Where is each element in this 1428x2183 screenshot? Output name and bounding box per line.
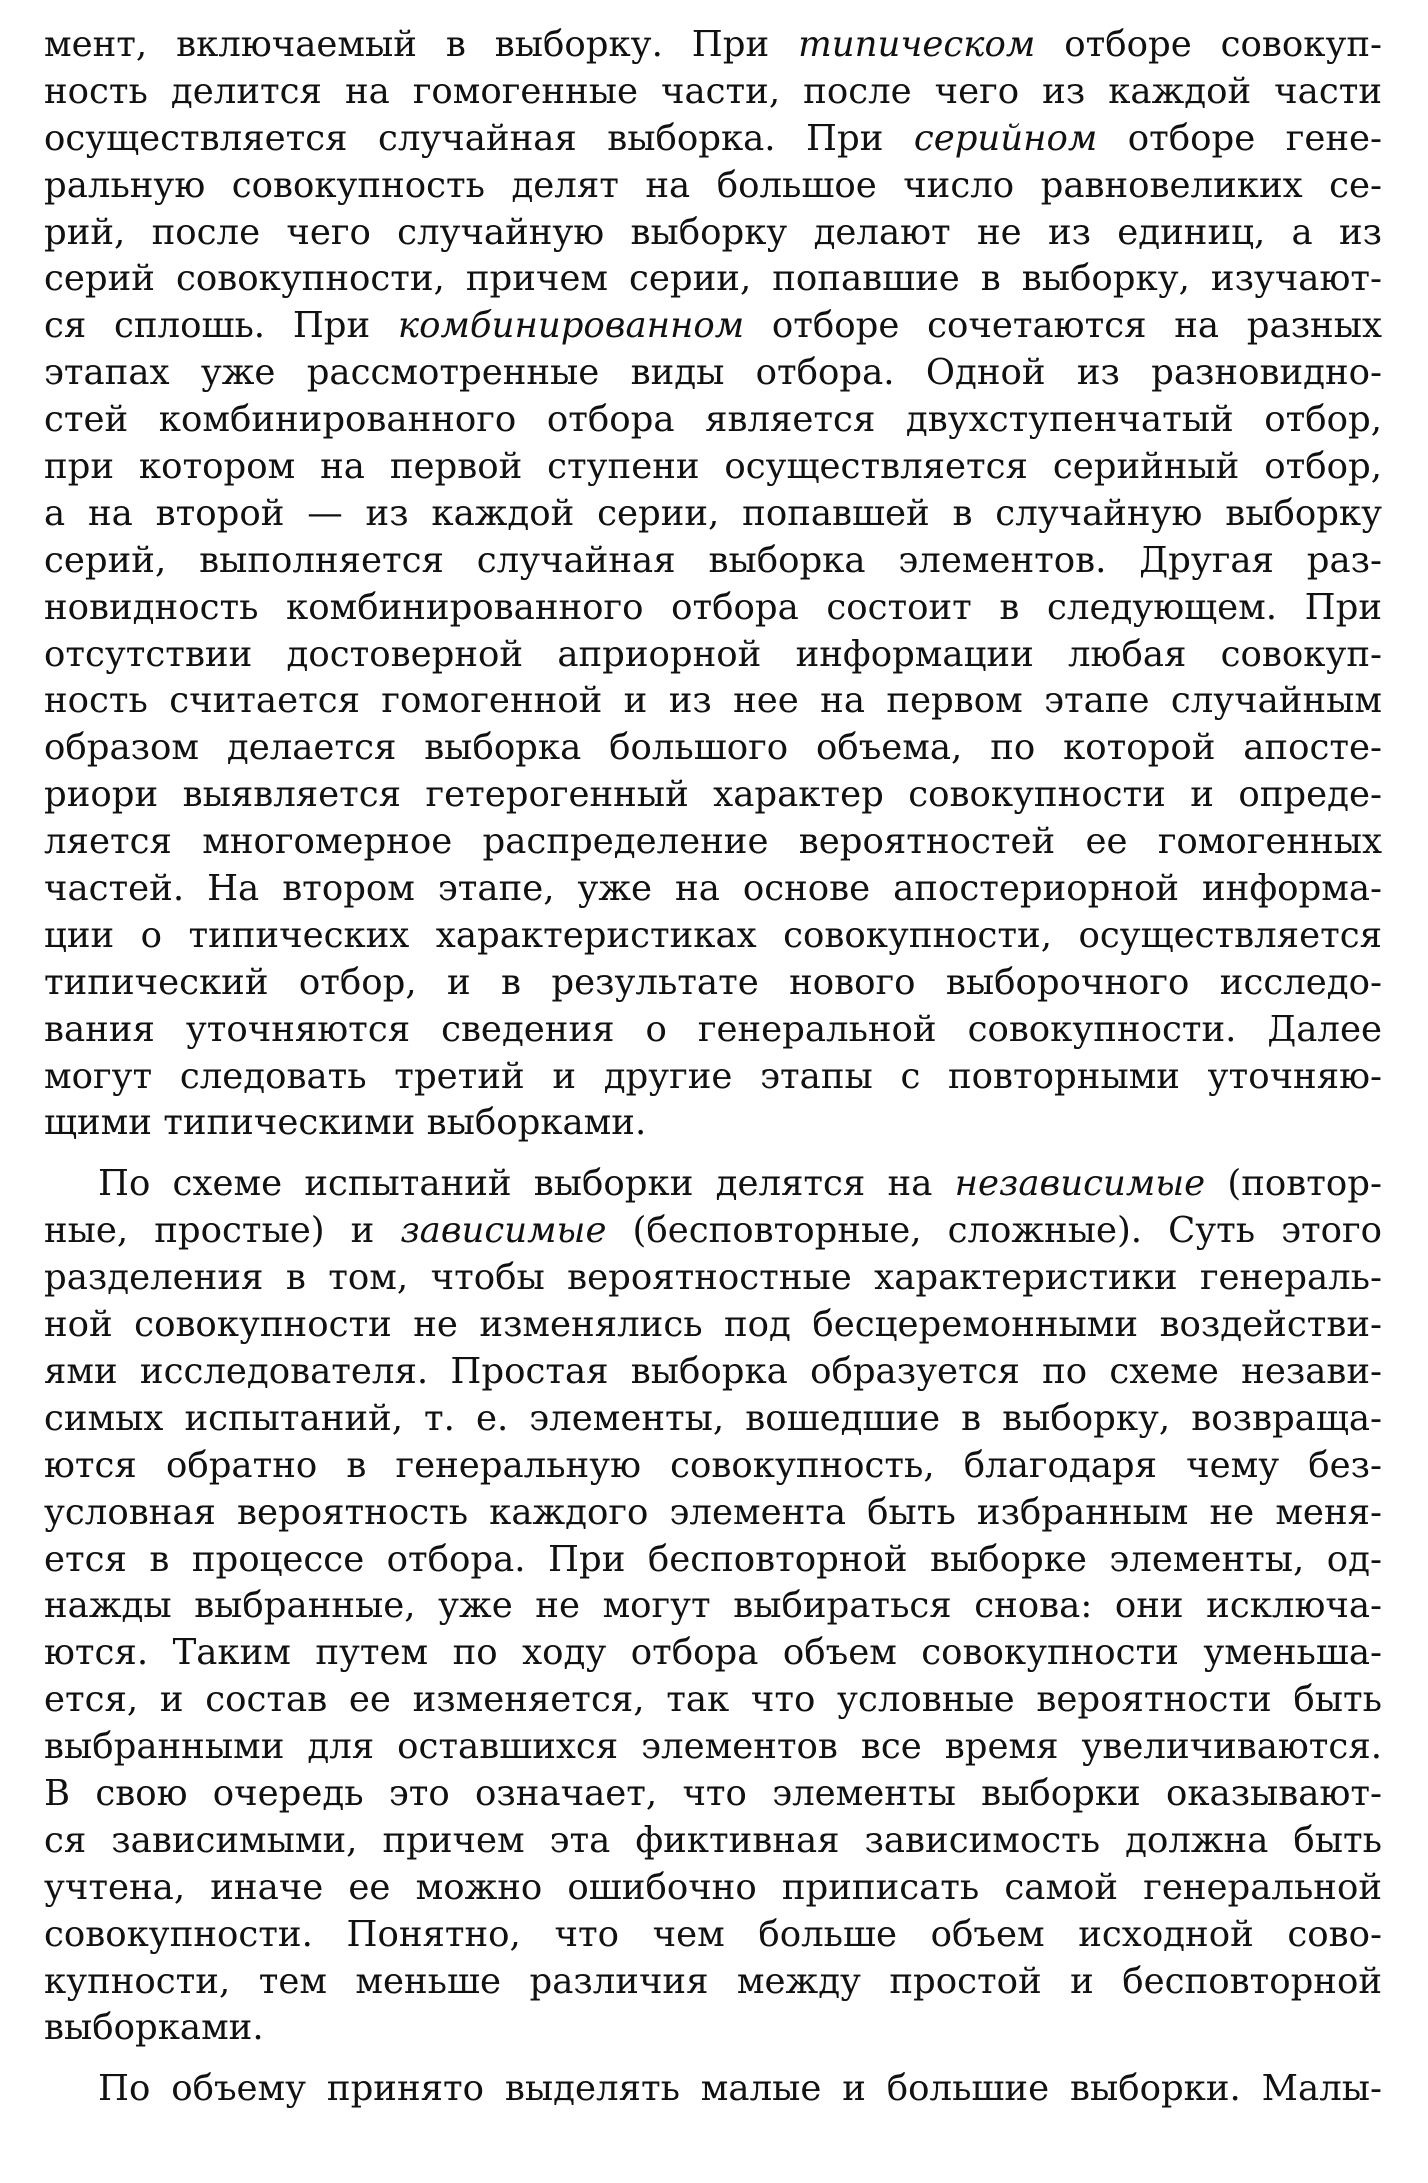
text-segment: ся зависимыми, причем эта фиктивная зависимость должна быть [44, 1819, 1382, 1861]
text-line [44, 2005, 1382, 2052]
text-segment: этапах уже рассмотренные виды отбора. Одной из разновидно- [44, 352, 1382, 394]
text-line [44, 69, 1382, 116]
text-line [44, 1054, 1382, 1101]
text-segment: частей. На втором этапе, уже на основе апостериорной информа- [44, 868, 1382, 910]
text-segment: отборе гене- [1097, 117, 1382, 159]
text-line [44, 960, 1382, 1007]
text-line [44, 491, 1382, 538]
text-line [44, 1007, 1382, 1054]
text-segment: осуществляется случайная выборка. При [44, 117, 914, 159]
text-segment: ются обратно в генеральную совокупность, благодаря чему без- [44, 1444, 1382, 1486]
paragraph [44, 2066, 1382, 2113]
text-line [44, 819, 1382, 866]
text-segment: типический отбор, и в результате нового выборочного исследо- [44, 961, 1382, 1003]
text-segment: учтена, иначе ее можно ошибочно приписать самой генеральной [44, 1866, 1382, 1908]
text-segment: отборе совокуп- [1035, 24, 1382, 65]
emphasized-term: серийном [913, 117, 1098, 159]
text-segment: ные, простые) и [44, 1210, 401, 1252]
text-segment: совокупности. Понятно, что чем больше объем исходной сово- [44, 1913, 1382, 1955]
text-segment: (повтор- [1205, 1163, 1382, 1205]
text-line [44, 913, 1382, 960]
text-segment: ность делится на гомогенные части, после чего из каждой части [44, 70, 1382, 112]
text-segment: риори выявляется гетерогенный характер совокупности и опреде- [44, 774, 1382, 816]
document-page [44, 22, 1382, 2113]
text-line [44, 116, 1382, 163]
text-line [44, 350, 1382, 397]
text-segment: ральную совокупность делят на большое число равновеликих се- [44, 164, 1382, 206]
text-line [44, 1724, 1382, 1771]
text-segment: ются. Таким путем по ходу отбора объем совокупности уменьша- [44, 1632, 1382, 1674]
text-line [44, 1677, 1382, 1724]
text-line [44, 1912, 1382, 1959]
emphasized-term: типическом [798, 24, 1036, 65]
text-line [44, 1349, 1382, 1396]
text-line [44, 22, 1382, 69]
text-line [44, 256, 1382, 303]
text-segment: нажды выбранные, уже не могут выбираться снова: они исключа- [44, 1585, 1382, 1627]
text-line [44, 2066, 1382, 2113]
text-segment: ной совокупности не изменялись под бесцеремонными воздействи- [44, 1304, 1382, 1346]
text-segment: выбранными для оставшихся элементов все время увеличиваются. [44, 1726, 1382, 1768]
text-segment: ся сплошь. При [44, 305, 398, 347]
text-line [44, 1396, 1382, 1443]
text-segment: при котором на первой ступени осуществляется серийный отбор, [44, 446, 1382, 488]
text-line [44, 585, 1382, 632]
text-segment: симых испытаний, т. е. элементы, вошедшие в выборку, возвраща- [44, 1397, 1382, 1439]
text-line [44, 1161, 1382, 1208]
text-line [44, 1100, 1382, 1147]
text-segment: ции о типических характеристиках совокупности, осуществляется [44, 914, 1382, 956]
text-segment: стей комбинированного отбора является двухступенчатый отбор, [44, 399, 1382, 441]
text-line [44, 866, 1382, 913]
text-segment: новидность комбинированного отбора состоит в следующем. При [44, 586, 1382, 628]
text-segment: рий, после чего случайную выборку делают не из единиц, а из [44, 211, 1382, 253]
text-segment: отсутствии достоверной априорной информации любая совокуп- [44, 633, 1382, 675]
text-line [44, 303, 1382, 350]
text-segment: По схеме испытаний выборки делятся на [98, 1163, 955, 1205]
text-segment: мент, включаемый в выборку. При [44, 24, 799, 65]
text-segment: щими типическими выборками. [44, 1102, 647, 1144]
text-line [44, 678, 1382, 725]
text-segment: отборе сочетаются на разных [744, 305, 1382, 347]
text-line [44, 1255, 1382, 1302]
text-segment: ется, и состав ее изменяется, так что условные вероятности быть [44, 1679, 1382, 1721]
text-segment: ляется многомерное распределение вероятностей ее гомогенных [44, 821, 1382, 863]
text-segment: разделения в том, чтобы вероятностные характеристики генераль- [44, 1257, 1382, 1299]
text-segment: серий, выполняется случайная выборка элементов. Другая раз- [44, 539, 1382, 581]
text-segment: ность считается гомогенной и из нее на первом этапе случайным [44, 680, 1382, 722]
text-line [44, 1959, 1382, 2006]
text-line [44, 397, 1382, 444]
text-line [44, 210, 1382, 257]
text-line [44, 632, 1382, 679]
text-line [44, 163, 1382, 210]
text-segment: образом делается выборка большого объема, по которой апосте- [44, 727, 1382, 769]
text-line [44, 1537, 1382, 1584]
text-line [44, 1583, 1382, 1630]
text-segment: вания уточняются сведения о генеральной совокупности. Далее [44, 1008, 1382, 1050]
text-line [44, 1630, 1382, 1677]
text-segment: условная вероятность каждого элемента быть избранным не меня- [44, 1491, 1382, 1533]
text-line [44, 1208, 1382, 1255]
paragraph [44, 22, 1382, 1147]
text-line [44, 1865, 1382, 1912]
text-segment: серий совокупности, причем серии, попавшие в выборку, изучают- [44, 258, 1382, 300]
text-segment: могут следовать третий и другие этапы с повторными уточняю- [44, 1055, 1382, 1097]
text-segment: выборками. [44, 2007, 264, 2049]
text-line [44, 1302, 1382, 1349]
text-segment: купности, тем меньше различия между простой и бесповторной [44, 1960, 1382, 2002]
text-line [44, 538, 1382, 585]
text-segment: В свою очередь это означает, что элементы выборки оказывают- [44, 1772, 1382, 1814]
text-line [44, 725, 1382, 772]
text-line [44, 1490, 1382, 1537]
text-segment: ется в процессе отбора. При бесповторной выборке элементы, од- [44, 1538, 1382, 1580]
paragraph-gap [44, 1147, 1382, 1161]
text-line [44, 772, 1382, 819]
text-segment: а на второй — из каждой серии, попавшей в случайную выборку [44, 492, 1382, 534]
text-line [44, 1818, 1382, 1865]
text-line [44, 1443, 1382, 1490]
text-line [44, 444, 1382, 491]
text-segment: ями исследователя. Простая выборка образуется по схеме незави- [44, 1350, 1382, 1392]
text-line [44, 1771, 1382, 1818]
text-segment: По объему принято выделять малые и большие выборки. Малы- [98, 2068, 1382, 2110]
text-segment: (бесповторные, сложные). Суть этого [606, 1210, 1382, 1252]
emphasized-term: независимые [954, 1163, 1206, 1205]
emphasized-term: комбинированном [397, 305, 745, 347]
paragraph-gap [44, 2052, 1382, 2066]
emphasized-term: зависимые [400, 1210, 607, 1252]
paragraph [44, 1161, 1382, 2052]
